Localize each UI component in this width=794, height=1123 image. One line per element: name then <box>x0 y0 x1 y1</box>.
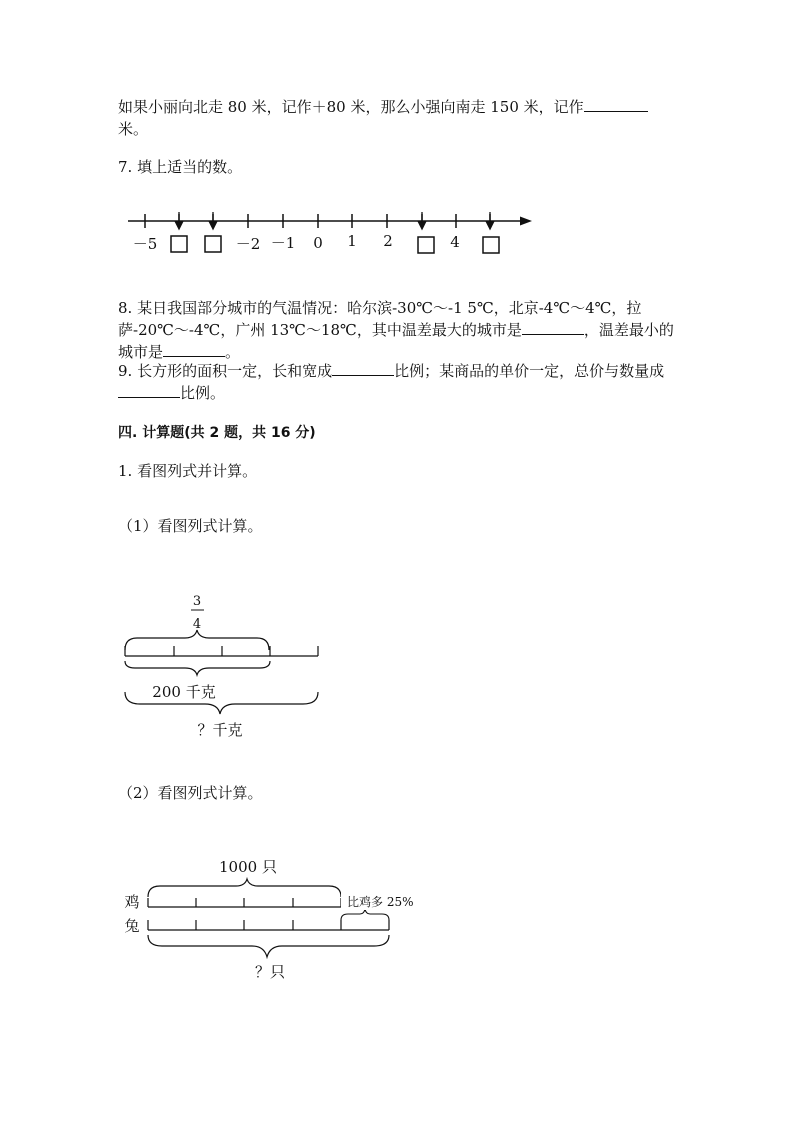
chicken-brace <box>148 879 341 897</box>
calc-question-1-title: 1. 看图列式并计算。 <box>118 462 258 480</box>
answer-box <box>205 236 221 252</box>
answer-blank[interactable] <box>118 382 180 398</box>
tick-label: －2 <box>235 235 261 253</box>
answer-box <box>483 237 499 253</box>
total-brace <box>148 935 389 957</box>
question-6-unit: 米。 <box>118 120 149 138</box>
answer-blank[interactable] <box>163 341 225 357</box>
tick-label: 0 <box>313 234 323 252</box>
question-8-end: 。 <box>225 343 241 361</box>
extra-label: 比鸡多 25% <box>347 895 414 909</box>
tick-label: －5 <box>132 235 158 253</box>
question-8-text-2: ，温差最小的城市是 <box>118 321 674 361</box>
tick-label: －1 <box>270 234 296 252</box>
answer-blank[interactable] <box>522 319 584 335</box>
tick-label: 2 <box>383 232 393 250</box>
unknown-label: ？千克 <box>197 721 243 739</box>
question-6-text: 如果小丽向北走 80 米，记作＋80 米，那么小强向南走 150 米，记作 <box>118 98 584 116</box>
question-9-text-2: 比例；某商品的单价一定，总价与数量成 <box>394 362 665 380</box>
number-line-arrow-head <box>520 217 532 226</box>
chicken-label: 鸡 <box>124 893 140 911</box>
answer-box <box>171 236 187 252</box>
rabbit-label: 兔 <box>124 917 140 935</box>
answer-box <box>418 237 434 253</box>
top-brace <box>125 630 269 650</box>
known-label: 200 千克 <box>152 683 216 701</box>
total-chicken-label: 1000 只 <box>219 858 277 876</box>
known-part-brace <box>125 661 270 675</box>
fraction-numerator: 3 <box>192 594 202 609</box>
fraction-denominator: 4 <box>192 617 202 632</box>
tick-label: 4 <box>450 233 460 251</box>
question-9-text: 9. 长方形的面积一定，长和宽成 <box>118 362 333 380</box>
question-7-title: 7. 填上适当的数。 <box>118 158 243 176</box>
calc-question-1b-title: （2）看图列式计算。 <box>118 784 263 802</box>
unknown-total-label: ？只 <box>254 963 286 981</box>
tick-label: 1 <box>347 232 357 250</box>
question-8 <box>118 297 678 363</box>
question-8-text: 8. 某日我国部分城市的气温情况：哈尔滨-30℃～-1 5℃，北京-4℃～4℃，拉萨-20℃～-4℃，广州 13℃～18℃，其中温差最大的城市是 <box>118 299 642 339</box>
answer-blank[interactable] <box>332 360 394 376</box>
calc-question-1a-title: （1）看图列式计算。 <box>118 517 263 535</box>
question-9-end: 比例。 <box>180 384 226 402</box>
section-heading: 四. 计算题(共 2 题，共 16 分) <box>118 425 316 441</box>
extra-brace <box>341 909 389 920</box>
question-9 <box>118 360 678 404</box>
